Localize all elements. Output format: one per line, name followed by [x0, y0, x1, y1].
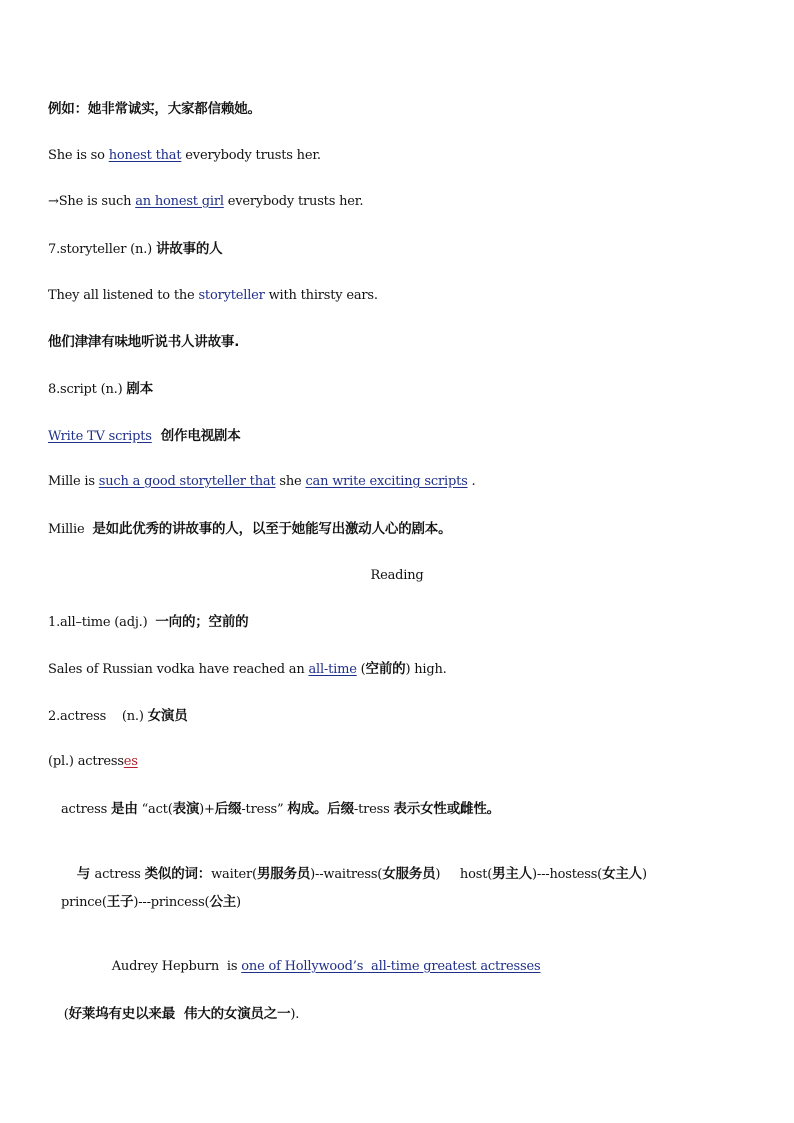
- chinese-segment: 构成。后缀: [287, 801, 354, 817]
- chinese-segment: 表演: [172, 801, 200, 817]
- example-sentence-all-time: [48, 660, 447, 679]
- vocab-word: 2.actress (n.): [48, 709, 148, 724]
- translation-script: [48, 520, 451, 539]
- text-segment: They all listened to the: [48, 288, 199, 303]
- text-segment: Mille is: [48, 474, 99, 489]
- vocab-entry-all-time: [48, 613, 248, 632]
- plural-suffix: es: [123, 754, 138, 769]
- example-sentence-actress: [96, 940, 540, 994]
- vocab-entry-storyteller: [48, 240, 222, 259]
- vocab-word: 8.script (n.): [48, 382, 127, 397]
- vocab-word: 7.storyteller (n.): [48, 242, 156, 257]
- vocab-entry-actress: [48, 707, 188, 726]
- highlight-phrase: can write exciting scripts: [305, 474, 468, 489]
- prince-princess-note: [61, 893, 241, 912]
- text-segment: )--waitress(: [310, 867, 383, 882]
- text-segment: “act(: [137, 802, 173, 817]
- highlight-phrase: honest that: [108, 148, 182, 163]
- vocab-entry-script: [48, 380, 153, 399]
- text-segment: She is so: [48, 148, 109, 163]
- text-segment: ): [236, 895, 241, 910]
- chinese-segment: 公主: [209, 894, 237, 910]
- chinese-segment: 表示女性或雌性。: [393, 801, 500, 817]
- highlight-phrase: Write TV scripts: [48, 429, 152, 444]
- text-segment: waiter(: [211, 867, 257, 882]
- text-segment: )---hostess(: [532, 867, 603, 882]
- highlight-word: all-time: [308, 662, 357, 677]
- highlight-phrase: such a good storyteller that: [98, 474, 276, 489]
- text-segment: .: [467, 474, 476, 489]
- example-sentence-script: [48, 473, 475, 491]
- chinese-segment: 是由: [111, 801, 138, 817]
- phrase-write-tv-scripts: [48, 427, 241, 446]
- text-segment: prince(: [61, 895, 107, 910]
- text-segment: everybody trusts her.: [223, 194, 364, 209]
- example-sentence-storyteller: [48, 287, 378, 305]
- text-segment: )+: [199, 802, 215, 817]
- text-segment: (: [63, 1007, 69, 1022]
- text-segment: )---princess(: [133, 895, 210, 910]
- vocab-meaning: 剧本: [126, 381, 153, 397]
- chinese-segment: 后缀: [214, 801, 242, 817]
- text-segment: →She is such: [48, 194, 136, 209]
- chinese-segment: 是如此优秀的讲故事的人，以至于她能写出激动人心的剧本。: [92, 521, 452, 537]
- text-segment: ): [641, 867, 647, 882]
- chinese-segment: 王子: [106, 894, 134, 910]
- highlight-phrase: an honest girl: [135, 194, 224, 209]
- vocab-meaning: 讲故事的人: [155, 241, 223, 257]
- phrase-meaning: 创作电视剧本: [151, 428, 241, 444]
- text-segment: (: [356, 662, 366, 677]
- text-segment: (pl.) actress: [48, 754, 124, 769]
- example-sentence-so-that: [48, 147, 321, 165]
- plural-form-actress: [48, 753, 138, 771]
- word-formation-note: [61, 800, 500, 819]
- text-segment: ) host(: [435, 867, 493, 882]
- chinese-segment: 空前的: [365, 661, 406, 677]
- vocab-meaning: 女演员: [147, 708, 188, 724]
- vocab-word: 1.all–time (adj.): [48, 615, 156, 630]
- chinese-segment: 类似的词：: [144, 866, 212, 882]
- text-segment: Sales of Russian vodka have reached an: [48, 662, 309, 677]
- text-segment: everybody trusts her.: [181, 148, 321, 163]
- text-segment: actress: [94, 867, 145, 882]
- text-segment: ) high.: [405, 662, 447, 677]
- highlight-phrase: one of Hollywood’s all-time greatest actresses: [241, 959, 541, 974]
- vocab-meaning: 一向的；空前的: [155, 614, 249, 630]
- text-segment: actress: [61, 802, 112, 817]
- chinese-segment: 与: [76, 866, 95, 882]
- example-chinese-line: 例如：她非常诚实，大家都信赖她。: [48, 101, 261, 117]
- section-heading-reading: Reading: [370, 568, 424, 583]
- highlight-word: storyteller: [198, 288, 265, 303]
- text-segment: -tress: [353, 802, 394, 817]
- chinese-segment: 男主人: [492, 866, 532, 882]
- translation-storyteller: 他们津津有味地听说书人讲故事.: [48, 334, 240, 350]
- text-segment: she: [275, 474, 306, 489]
- chinese-segment: 好莱坞有史以来最 伟大的女演员之一: [68, 1006, 291, 1022]
- translation-actress: [48, 987, 299, 1042]
- chinese-segment: 男服务员: [256, 866, 311, 882]
- chinese-segment: 女主人: [602, 866, 642, 882]
- text-segment: Audrey Hepburn is: [111, 959, 242, 974]
- text-segment: Millie: [48, 522, 93, 537]
- text-segment: with thirsty ears.: [264, 288, 378, 303]
- text-segment: ).: [290, 1007, 300, 1022]
- example-sentence-such-that: [48, 193, 363, 211]
- chinese-segment: 女服务员: [382, 866, 436, 882]
- text-segment: -tress”: [241, 802, 288, 817]
